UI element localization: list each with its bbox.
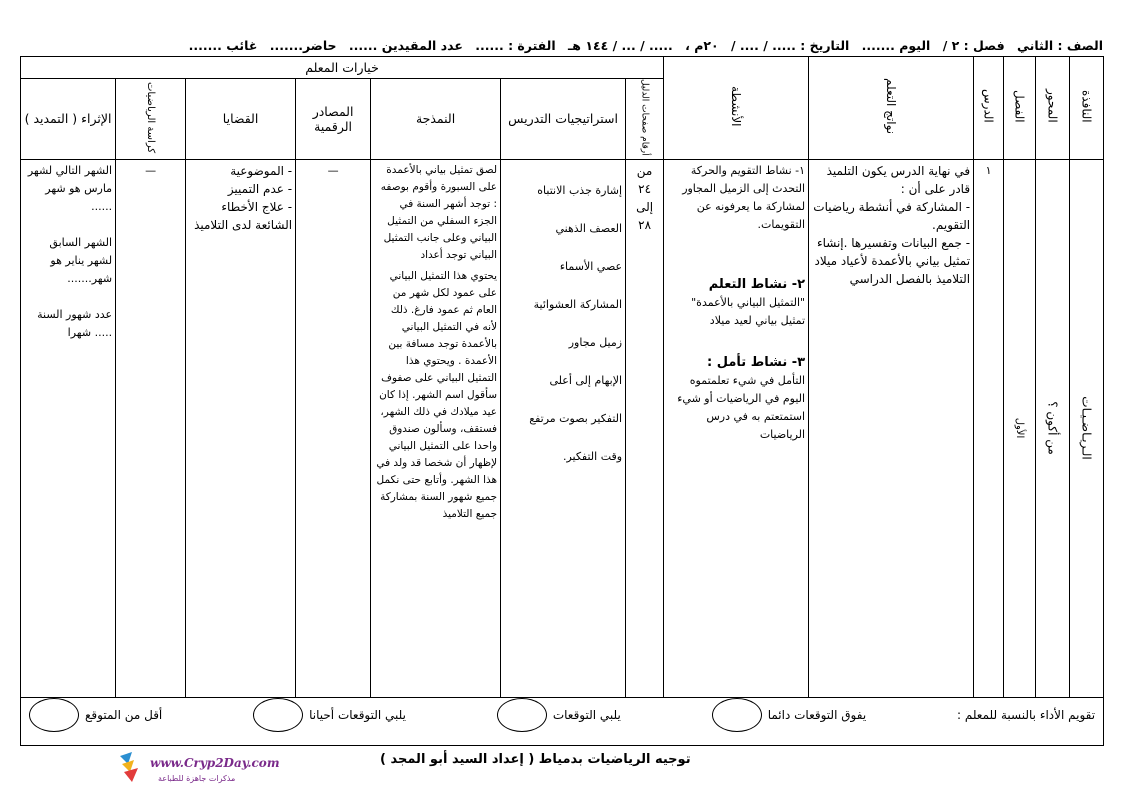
evaluation-label: تقويم الأداء بالنسبة للمعلم : [956,707,1096,722]
outcome-item: - المشاركة في أنشطة رياضيات التقويم. [813,199,971,232]
evaluation-option-3-label: يلبي التوقعات أحيانا [309,707,406,722]
strategy-item: الإبهام إلى أعلى [549,373,623,387]
pages-start: ٢٤ [638,181,652,196]
activity-2-text: تمثيل بياني لعيد ميلاد [709,313,806,327]
logo-site-text: www.Cryp2Day.com [150,756,280,770]
issue-item: - علاج الأخطاء الشائعة لدى التلاميذ [194,199,293,232]
evaluation-circle[interactable] [497,698,547,732]
strategy-item: إشارة جذب الانتباه [537,183,623,197]
site-logo [118,750,278,790]
logo-tagline: مذكرات جاهزة للطباعة [158,774,236,783]
enrichment-item: الشهر السابق لشهر يناير هو شهر....... [49,235,113,285]
evaluation-option-3[interactable] [253,698,406,732]
outcomes-header: نواتج التعلم [809,57,974,160]
axis-header: المحور [1036,57,1070,160]
strategy-item: المشاركة العشوائية [533,297,623,311]
evaluation-row [21,697,1104,745]
pages-from: من [636,163,653,178]
absent-label: غائب ....... [188,38,258,53]
evaluation-option-2-label: يلبي التوقعات [552,707,621,722]
axis-cell: من أكون ؟ [1036,159,1070,697]
hijri-label: ..... / ... / ١٤٤ هـ [568,38,673,53]
activities-header: الأنشطة [664,57,809,160]
logo-mark-icon [118,750,148,784]
platform-cell: الـريـاضـيـات [1070,159,1104,697]
notebook-header: كراسة الرياضيات [116,79,186,160]
evaluation-option-4-label: أقل من المتوقع [85,707,163,722]
pages-to: إلى [636,199,654,214]
date-label: التاريخ : ..... / .... / [731,38,850,53]
strategies-header: استراتيجيات التدريس [501,79,626,160]
chapter-cell: الأول [1004,159,1036,697]
footer-credit: توجيه الرياضيات بدمياط ( إعداد السيد أبو المجد ) [380,752,691,767]
pages-header: أرقام صفحات الدليل [626,79,664,160]
grade-label: الصف : الثاني [1017,38,1103,53]
present-label: حاضر....... [269,38,337,53]
issues-cell [186,159,296,697]
activities-cell [664,159,809,697]
evaluation-option-2[interactable] [497,698,621,732]
modeling-paragraph: سأقول اسم الشهر. إذا كان عيد ميلادك في ذلك الشهر، فستقف، وسألون صندوق واحدا على التمثيل البياني لإظهار أن شخصا قد ولد في هذا الشهر. وأتابع حتى نكمل جميع شهور السنة بمشاركة جميع التلاميذ [376,388,498,520]
strategy-item: عصي الأسماء [559,259,623,273]
outcomes-cell [809,159,974,697]
modeling-header: النمذجة [371,79,501,160]
enrichment-item: الشهر التالي لشهر مارس هو شهر ...... [27,163,113,213]
pages-cell [626,159,664,697]
activity-2-sub: "التمثيل البياني بالأعمدة" [691,295,806,309]
chapter-header: الفصل [1004,57,1036,160]
activity-3-text: التأمل في شيء تعلمتموه اليوم في الرياضيات أو شيء استمتعتم به في درس الرياضيات [677,373,806,441]
outcome-item: في نهاية الدرس يكون التلميذ قادر على أن : [826,163,971,196]
activity-3-title: ٣- نشاط تأمل : [707,354,806,370]
day-label: اليوم ....... [861,38,931,53]
pages-end: ٢٨ [638,217,652,232]
modeling-cell [371,159,501,697]
teacher-choices-header: خيارات المعلم [21,57,664,79]
evaluation-option-4[interactable] [29,698,162,732]
issue-item: - عدم التمييز [227,181,293,196]
lesson-header: الدرس [974,57,1004,160]
enrolled-label: عدد المقيدين ...... [348,38,463,53]
modeling-paragraph: يحتوي هذا التمثيل البياني على عمود لكل شهر من العام ثم عمود فارغ. ذلك لأنه في التمثيل البياني بالأعمدة توجد مسافة بين الأعمدة . ويحتوي هذا التمثيل البياني على صفوف [381,269,498,384]
issues-header: القضايا [186,79,296,160]
notebook-cell: — [116,159,186,697]
strategy-item: وقت التفكير. [562,449,623,463]
enrichment-cell [21,159,116,697]
activity-2-title: ٢- نشاط التعلم [708,276,806,292]
evaluation-option-1-label: يفوق التوقعات دائما [767,707,867,722]
enrichment-item: عدد شهور السنة ..... شهرا [37,307,113,339]
activity-1: ١- نشاط التقويم والحركة التحدث إلى الزميل المجاور لمشاركة ما يعرفونه عن التقويمات. [682,163,806,231]
strategy-item: التفكير بصوت مرتفع [529,411,623,425]
enrichment-header: الإثراء ( التمديد ) [21,79,116,160]
digital-header: المصادر الرقمية [296,79,371,160]
outcome-item: - جمع البيانات وتفسيرها .إنشاء تمثيل بياني بالأعمدة لأعياد ميلاد التلاميذ بالفصل الدراسي [814,235,971,286]
strategies-cell [501,159,626,697]
lesson-cell: ١ [974,159,1004,697]
lesson-plan-table [20,56,1104,746]
header-line [55,38,1103,53]
issue-item: - الموضوعية [230,163,293,178]
evaluation-option-1[interactable] [712,698,866,732]
platform-header: النافذة [1070,57,1104,160]
evaluation-circle[interactable] [712,698,762,732]
modeling-paragraph: لصق تمثيل بياني بالأعمدة على السبورة وأقوم بوصفه : توجد أشهر السنة في الجزء السفلي من التمثيل البياني وعلى جانب التمثيل البياني توجد أعداد [380,163,498,261]
term-label: فصل : ٢ / [942,38,1005,53]
evaluation-circle[interactable] [253,698,303,732]
strategy-item: العصف الذهني [555,221,623,235]
digital-cell: — [296,159,371,697]
strategy-item: زميل مجاور [568,335,623,349]
period-label: الفترة : ...... [475,38,556,53]
evaluation-circle[interactable] [29,698,79,732]
year-label: ٢٠م ، [685,38,719,53]
